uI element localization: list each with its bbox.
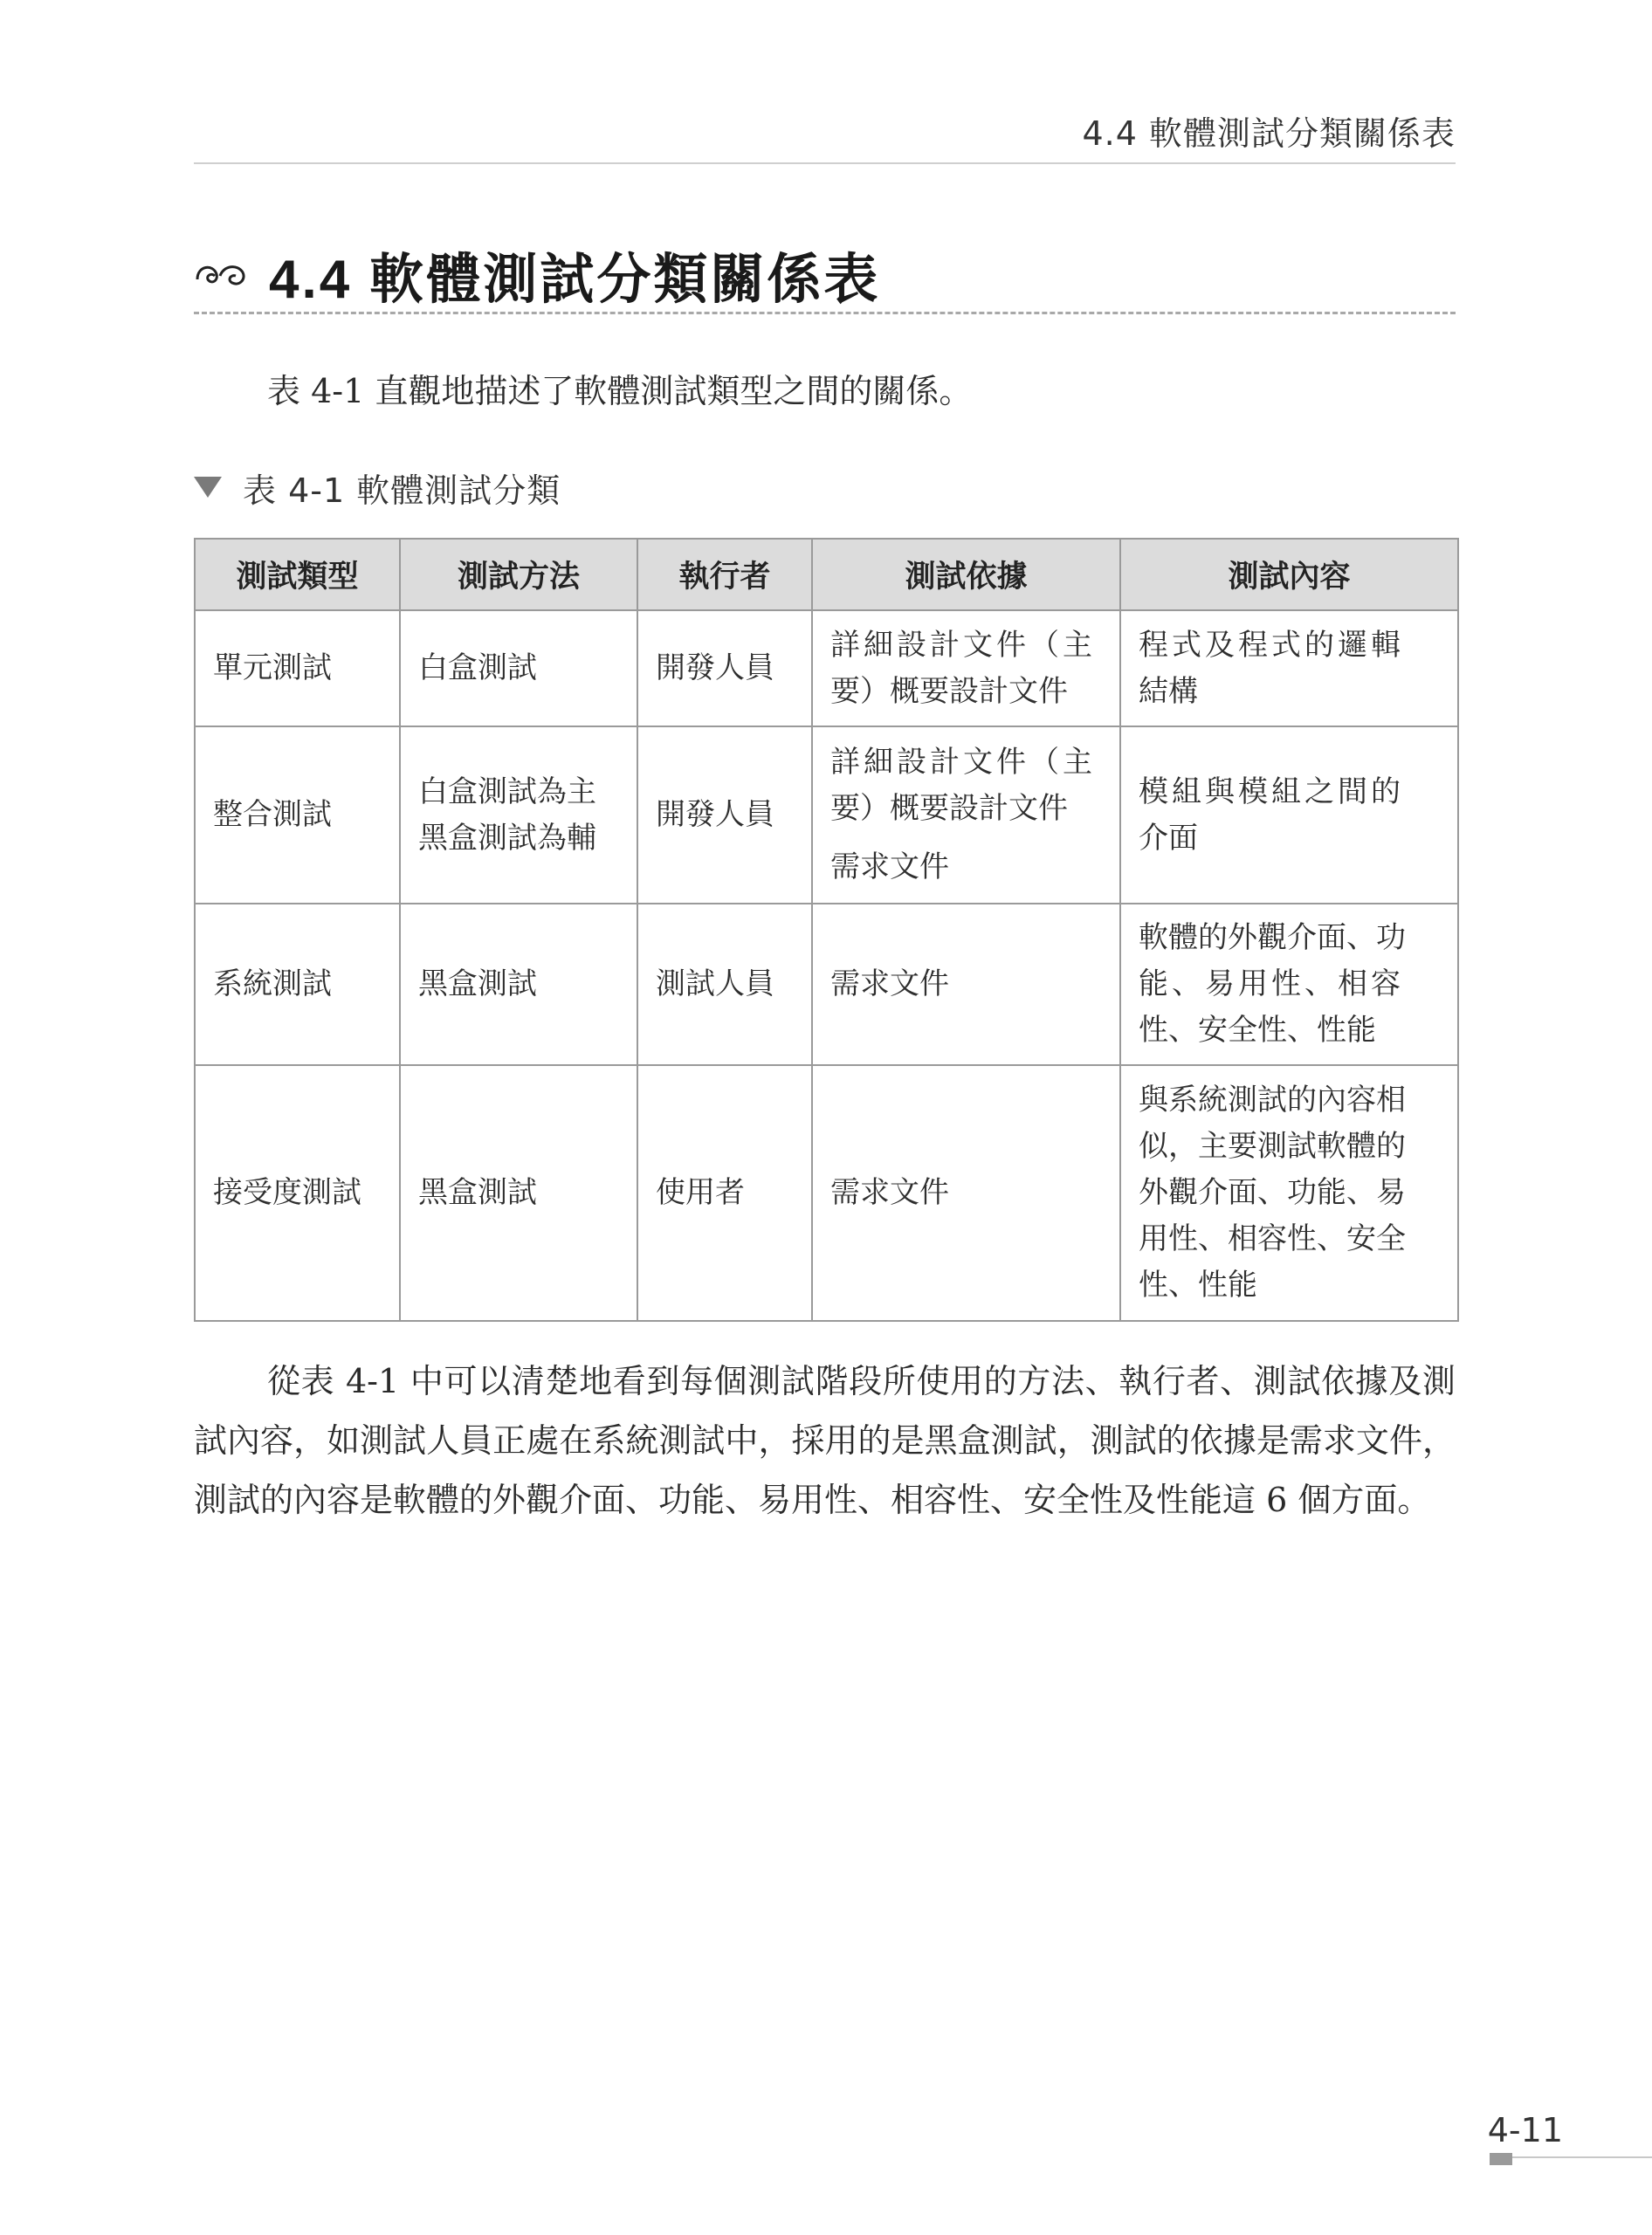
basis-cell xyxy=(812,1065,1120,1321)
cell-line: 用性、相容性、安全 xyxy=(1139,1221,1406,1256)
cell-line: 需求文件 xyxy=(830,966,949,1001)
section-heading xyxy=(194,234,1456,314)
cell-line: 黑盒測試 xyxy=(418,966,537,1001)
intro-paragraph: 表 4-1 直觀地描述了軟體測試類型之間的關係。 xyxy=(267,372,973,410)
executor-cell: 測試人員 xyxy=(637,904,812,1065)
page-number: 4-11 xyxy=(1487,2111,1563,2149)
ornament-icon xyxy=(194,257,250,292)
cell-line: 模組與模組之間的 xyxy=(1139,774,1404,809)
method-cell xyxy=(400,904,637,1065)
header-cell: 測試內容 xyxy=(1120,539,1458,610)
method-cell xyxy=(400,610,637,726)
folio-rule xyxy=(1490,2156,1652,2158)
cell-line: 白盒測試 xyxy=(418,650,537,685)
table-row xyxy=(195,904,1458,1065)
running-header: 4.4 軟體測試分類關係表 xyxy=(1082,114,1456,153)
cell-line: 黑盒測試為輔 xyxy=(418,820,596,856)
header-cell: 測試方法 xyxy=(400,539,637,610)
content-cell xyxy=(1120,610,1458,726)
method-cell xyxy=(400,726,637,904)
cell-line: 介面 xyxy=(1139,820,1198,856)
type-cell: 系統測試 xyxy=(195,904,400,1065)
executor-cell: 開發人員 xyxy=(637,726,812,904)
content-cell xyxy=(1120,1065,1458,1321)
cell-line: 黑盒測試 xyxy=(418,1175,537,1210)
method-cell xyxy=(400,1065,637,1321)
header-rule xyxy=(194,162,1456,164)
cell-line: 詳細設計文件（主 xyxy=(830,627,1096,663)
test-classification-table xyxy=(194,538,1459,1322)
section-title: 4.4 軟體測試分類關係表 xyxy=(269,249,881,310)
type-cell: 單元測試 xyxy=(195,610,400,726)
cell-line: 要）概要設計文件 xyxy=(830,791,1068,826)
body-paragraph: 從表 4-1 中可以清楚地看到每個測試階段所使用的方法、執行者、測試依據及測試內容，如測試人員正處在系統測試中，採用的是黑盒測試，測試的依據是需求文件，測試的內容是軟體的外觀介面、功能、易用性、相容性、安全性及性能這 6 個方面。 xyxy=(194,1362,1456,1519)
cell-line: 程式及程式的邏輯 xyxy=(1139,627,1404,663)
table-caption xyxy=(194,463,561,512)
executor-cell: 開發人員 xyxy=(637,610,812,726)
basis-cell xyxy=(812,610,1120,726)
executor-cell: 使用者 xyxy=(637,1065,812,1321)
table-row xyxy=(195,1065,1458,1321)
cell-line: 性、安全性、性能 xyxy=(1139,1013,1376,1048)
table-row xyxy=(195,610,1458,726)
header-cell: 測試類型 xyxy=(195,539,400,610)
folio-marker xyxy=(1490,2153,1512,2165)
type-cell: 整合測試 xyxy=(195,726,400,904)
header-cell: 執行者 xyxy=(637,539,812,610)
basis-cell xyxy=(812,726,1120,904)
basis-cell xyxy=(812,904,1120,1065)
section-divider xyxy=(194,312,1456,314)
cell-line: 詳細設計文件（主 xyxy=(830,745,1096,780)
cell-line: 能、易用性、相容 xyxy=(1139,966,1404,1001)
header-cell: 測試依據 xyxy=(812,539,1120,610)
triangle-down-icon xyxy=(194,475,222,499)
cell-line: 與系統測試的內容相 xyxy=(1139,1083,1406,1118)
cell-line: 外觀介面、功能、易 xyxy=(1139,1175,1406,1210)
cell-line: 需求文件 xyxy=(830,1175,949,1210)
content-cell xyxy=(1120,904,1458,1065)
cell-line: 性、性能 xyxy=(1139,1268,1257,1303)
cell-line: 需求文件 xyxy=(830,849,949,884)
cell-line: 要）概要設計文件 xyxy=(830,673,1068,709)
type-cell: 接受度測試 xyxy=(195,1065,400,1321)
table-row xyxy=(195,726,1458,904)
table-caption-label: 表 4-1 軟體測試分類 xyxy=(243,471,561,510)
cell-line: 白盒測試為主 xyxy=(418,774,596,809)
cell-line: 軟體的外觀介面、功 xyxy=(1139,920,1406,955)
cell-line: 結構 xyxy=(1139,673,1198,709)
content-cell xyxy=(1120,726,1458,904)
cell-spacer xyxy=(830,832,1102,844)
table-header-row xyxy=(195,539,1458,610)
cell-line: 似，主要測試軟體的 xyxy=(1139,1129,1406,1164)
